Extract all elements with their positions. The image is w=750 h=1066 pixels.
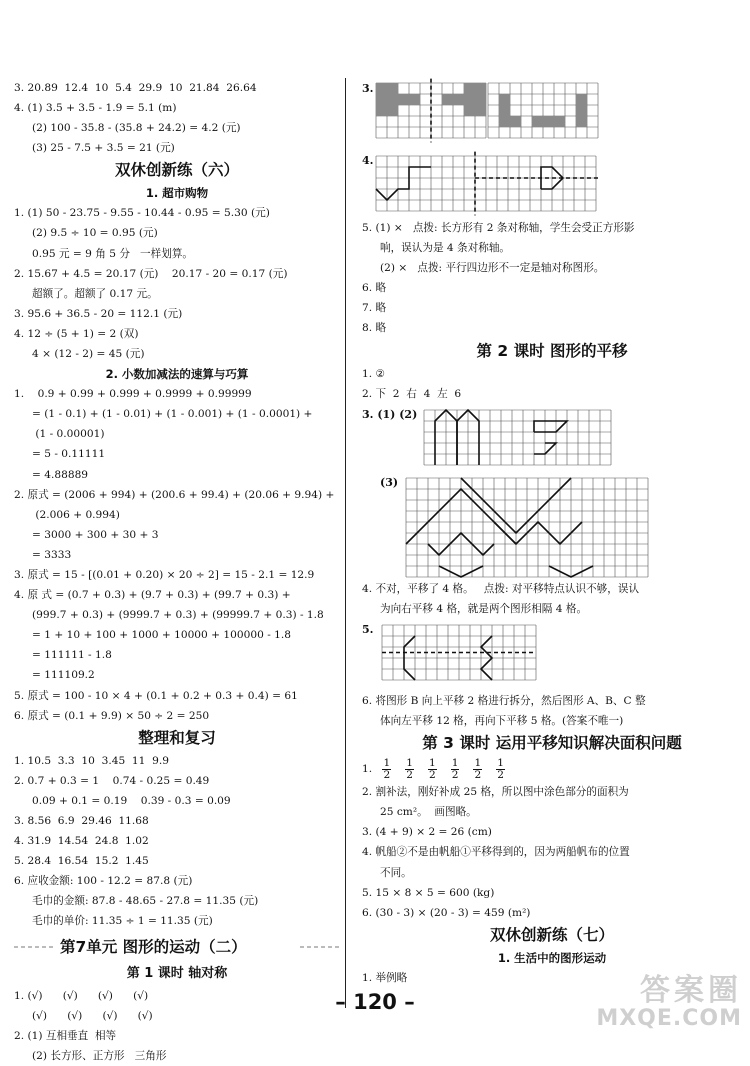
answer-line: 5. 原式 = 100 - 10 × 4 + (0.1 + 0.2 + 0.3 + 0.4) = 61 — [14, 689, 298, 702]
answer-line: 1. 举例略 — [362, 971, 408, 984]
answer-line: 2. 15.67 + 4.5 = 20.17 (元) 20.17 - 20 = 0.17 (元) — [14, 267, 288, 280]
answer-line: 4. 原 式 = (0.7 + 0.3) + (9.7 + 0.3) + (99.7 + 0.3) + — [14, 589, 291, 602]
answer-line: 0.09 + 0.1 = 0.19 0.39 - 0.3 = 0.09 — [32, 794, 231, 807]
answer-line: 6. 应收金额: 100 - 12.2 = 87.8 (元) — [14, 875, 193, 888]
numerator: 1 — [451, 756, 459, 769]
figure-fig3 — [362, 78, 742, 150]
shaded-cell — [532, 116, 543, 127]
figure-label: 4. — [362, 154, 374, 167]
subsection-heading: 2. 小数加减法的速算与巧算 — [105, 367, 249, 382]
answer-line: 4. 帆船②不是由帆船①平移得到的，因为两船帆布的位置 — [362, 846, 630, 859]
answer-line: = (1 - 0.1) + (1 - 0.01) + (1 - 0.001) + (1 - 0.0001) + — [32, 408, 313, 421]
shaded-cell — [576, 116, 587, 127]
shaded-cell — [464, 94, 475, 105]
left-shape — [376, 167, 431, 200]
figure-fig7 — [362, 619, 742, 691]
figure-label: 3. (1) (2) — [362, 407, 418, 421]
watermark — [596, 975, 742, 1031]
shaded-cell — [576, 94, 587, 105]
unit-heading — [14, 932, 340, 962]
shaded-cell — [499, 116, 510, 127]
answer-line: (2) 长方形、正方形 三角形 — [32, 1049, 167, 1062]
unit-heading-text: 第7单元 图形的运动（二） — [60, 937, 247, 956]
answer-line: 2. 下 2 右 4 左 6 — [362, 387, 462, 400]
section-heading: 双休创新练（六） — [114, 161, 239, 180]
answer-line: 4 × (12 - 2) = 45 (元) — [32, 348, 145, 361]
answer-line: 4. (1) 3.5 + 3.5 - 1.9 = 5.1 (m) — [14, 102, 177, 115]
shaded-cell — [398, 94, 409, 105]
answer-line: = 1 + 10 + 100 + 1000 + 10000 + 100000 - 1.8 — [32, 629, 292, 642]
fraction — [496, 758, 505, 781]
answer-line: (999.7 + 0.3) + (9999.7 + 0.3) + (99999.7 + 0.3) - 1.8 — [32, 609, 324, 622]
fraction — [473, 758, 482, 781]
watermark-url: MXQE.COM — [596, 1006, 742, 1031]
figure-block — [362, 619, 742, 691]
answer-line: (2) × 点拨: 平行四边形不一定是轴对称图形。 — [380, 262, 605, 275]
answer-line: 1. 10.5 3.3 10 3.45 11 9.9 — [14, 754, 169, 767]
numerator: 1 — [474, 756, 482, 769]
shaded-cell — [464, 105, 475, 116]
fraction — [405, 758, 414, 781]
grid — [406, 478, 648, 577]
answer-line: 6. 略 — [362, 282, 387, 295]
page-number: – 120 – — [335, 990, 415, 1014]
grid — [424, 410, 611, 465]
answer-line: 毛巾的金额: 87.8 - 48.65 - 27.8 = 11.35 (元) — [32, 895, 259, 908]
figure-label: 5. — [362, 622, 374, 636]
answer-line: 5. 15 × 8 × 5 = 600 (kg) — [362, 886, 495, 899]
answer-line: 不同。 — [380, 866, 412, 879]
answer-line: 1. (1) 50 - 23.75 - 9.55 - 10.44 - 0.95 = 5.30 (元) — [14, 207, 270, 220]
answer-line: 5. 28.4 16.54 15.2 1.45 — [14, 855, 149, 868]
parallelogram-top — [534, 421, 567, 432]
shaded-cell — [499, 105, 510, 116]
decor-dash-right — [300, 946, 340, 948]
shaded-cell — [376, 94, 387, 105]
answer-line: 7. 略 — [362, 302, 387, 315]
answer-line: 4. 31.9 14.54 24.8 1.02 — [14, 835, 149, 848]
answer-line: 6. (30 - 3) × (20 - 3) = 459 (m²) — [362, 906, 531, 919]
answer-line: (2) 100 - 35.8 - (35.8 + 24.2) = 4.2 (元) — [32, 122, 241, 135]
shaded-cell — [387, 83, 398, 94]
section-heading: 第 3 课时 运用平移知识解决面积问题 — [422, 734, 682, 753]
shaded-cell — [499, 94, 510, 105]
lesson-heading: 第 1 课时 轴对称 — [126, 965, 228, 981]
answer-line: = 4.88889 — [32, 468, 89, 481]
numerator: 1 — [383, 756, 391, 769]
figure-fig4 — [362, 150, 742, 218]
answer-line: = 111109.2 — [32, 669, 95, 682]
denominator: 2 — [406, 768, 413, 781]
answer-line: = 5 - 0.11111 — [32, 448, 106, 461]
numerator: 1 — [406, 756, 413, 769]
answer-line: (3) 25 - 7.5 + 3.5 = 21 (元) — [32, 142, 175, 155]
answer-line: 2. 割补法，刚好补成 25 格，所以图中涂色部分的面积为 — [362, 786, 629, 799]
figure-block — [362, 150, 742, 218]
section-heading: 双休创新练（七） — [489, 925, 614, 944]
answer-line: (2.006 + 0.994) — [32, 508, 120, 521]
answer-line: 2. (1) 互相垂直 相等 — [14, 1029, 117, 1042]
section-heading: 整理和复习 — [138, 728, 216, 747]
subsection-heading: 1. 生活中的图形运动 — [497, 950, 607, 965]
denominator: 2 — [383, 768, 391, 781]
answer-line: (√) (√) (√) (√) — [32, 1009, 153, 1022]
shaded-cell — [376, 83, 387, 94]
figure-block — [362, 474, 742, 579]
fraction-row-label: 1. — [362, 763, 376, 776]
answer-line: 3. 20.89 12.4 10 5.4 29.9 10 21.84 26.64 — [14, 82, 257, 94]
numerator: 1 — [497, 756, 504, 769]
shaded-cell — [510, 116, 521, 127]
shaded-cell — [554, 116, 565, 127]
figure-fig5 — [362, 404, 742, 474]
answer-line: 毛巾的单价: 11.35 ÷ 1 = 11.35 (元) — [32, 915, 213, 928]
shaded-cell — [475, 94, 486, 105]
shaded-cell — [576, 105, 587, 116]
denominator: 2 — [497, 768, 504, 781]
answer-line: = 111111 - 1.8 — [32, 649, 112, 662]
shaded-cell — [409, 94, 420, 105]
answer-line: 5. (1) × 点拨: 长方形有 2 条对称轴，学生会受正方形影 — [362, 222, 635, 234]
answer-line: 4. 不对，平移了 4 格。 点拨: 对平移特点认识不够，误认 — [362, 582, 640, 595]
fraction — [382, 758, 391, 781]
shaded-cell — [442, 94, 453, 105]
answer-line: 2. 原式 = (2006 + 994) + (200.6 + 99.4) + (20.06 + 9.94) + — [14, 488, 335, 501]
column-divider — [345, 78, 346, 1008]
section-heading: 第 2 课时 图形的平移 — [476, 341, 628, 360]
watermark-logo-text: 答案圈 — [640, 973, 742, 1008]
shaded-cell — [475, 83, 486, 94]
denominator: 2 — [474, 768, 482, 781]
shaded-cell — [543, 116, 554, 127]
answer-line: (2) 9.5 ÷ 10 = 0.95 (元) — [32, 227, 158, 240]
answer-line: 0.95 元 = 9 角 5 分 一样划算。 — [32, 247, 194, 260]
answer-line: 25 cm²。 画图略。 — [380, 806, 477, 819]
shaded-cell — [387, 105, 398, 116]
shaded-cell — [376, 105, 387, 116]
answer-line: 响，误认为是 4 条对称轴。 — [380, 242, 511, 255]
figure-block — [362, 78, 742, 150]
shaded-cell — [475, 105, 486, 116]
left-column — [14, 78, 340, 1066]
subsection-heading: 1. 超市购物 — [145, 186, 209, 201]
fraction — [451, 758, 460, 781]
figure-fig6 — [362, 474, 742, 579]
answer-line: 体向左平移 12 格，再向下平移 5 格。(答案不唯一) — [380, 715, 624, 728]
fraction — [428, 758, 437, 781]
fraction-row — [362, 756, 742, 782]
answer-line: 1. ② — [362, 367, 385, 380]
denominator: 2 — [428, 768, 436, 781]
answer-line: 1. (√) (√) (√) (√) — [14, 989, 149, 1002]
answer-line: 3. (4 + 9) × 2 = 26 (cm) — [362, 826, 492, 839]
shaded-cell — [464, 83, 475, 94]
figure-label: (3) — [380, 475, 399, 489]
answer-line: 超额了。超额了 0.17 元。 — [32, 287, 158, 300]
answer-line: 6. 原式 = (0.1 + 9.9) × 50 ÷ 2 = 250 — [14, 709, 210, 722]
answer-line: 3. 原式 = 15 - [(0.01 + 0.20) × 20 ÷ 2] = 15 - 2.1 = 12.9 — [14, 568, 315, 581]
decor-dash-left — [14, 946, 54, 948]
answer-line: = 3000 + 300 + 30 + 3 — [32, 528, 159, 541]
answer-line: 3. 95.6 + 36.5 - 20 = 112.1 (元) — [14, 307, 183, 320]
answer-line: 2. 0.7 + 0.3 = 1 0.74 - 0.25 = 0.49 — [14, 774, 210, 787]
answer-line: 3. 8.56 6.9 29.46 11.68 — [14, 815, 149, 827]
shaded-cell — [453, 94, 464, 105]
answer-line: 1. 0.9 + 0.99 + 0.999 + 0.9999 + 0.99999 — [14, 388, 252, 401]
answer-line: = 3333 — [32, 548, 72, 561]
figure-label: 3. — [362, 82, 374, 95]
answer-line: 8. 略 — [362, 322, 387, 335]
shaded-cell — [387, 94, 398, 105]
numerator: 1 — [428, 756, 436, 769]
answer-line: 为向右平移 4 格，就是两个图形相隔 4 格。 — [380, 602, 588, 615]
figure-block — [362, 404, 742, 474]
right-column — [362, 78, 742, 988]
answer-line: (1 - 0.00001) — [32, 428, 105, 441]
answer-line: 6. 将图形 B 向上平移 2 格进行拆分，然后图形 A、B、C 整 — [362, 694, 646, 707]
answer-line: 4. 12 ÷ (5 + 1) = 2 (双) — [14, 327, 139, 340]
denominator: 2 — [451, 768, 459, 781]
